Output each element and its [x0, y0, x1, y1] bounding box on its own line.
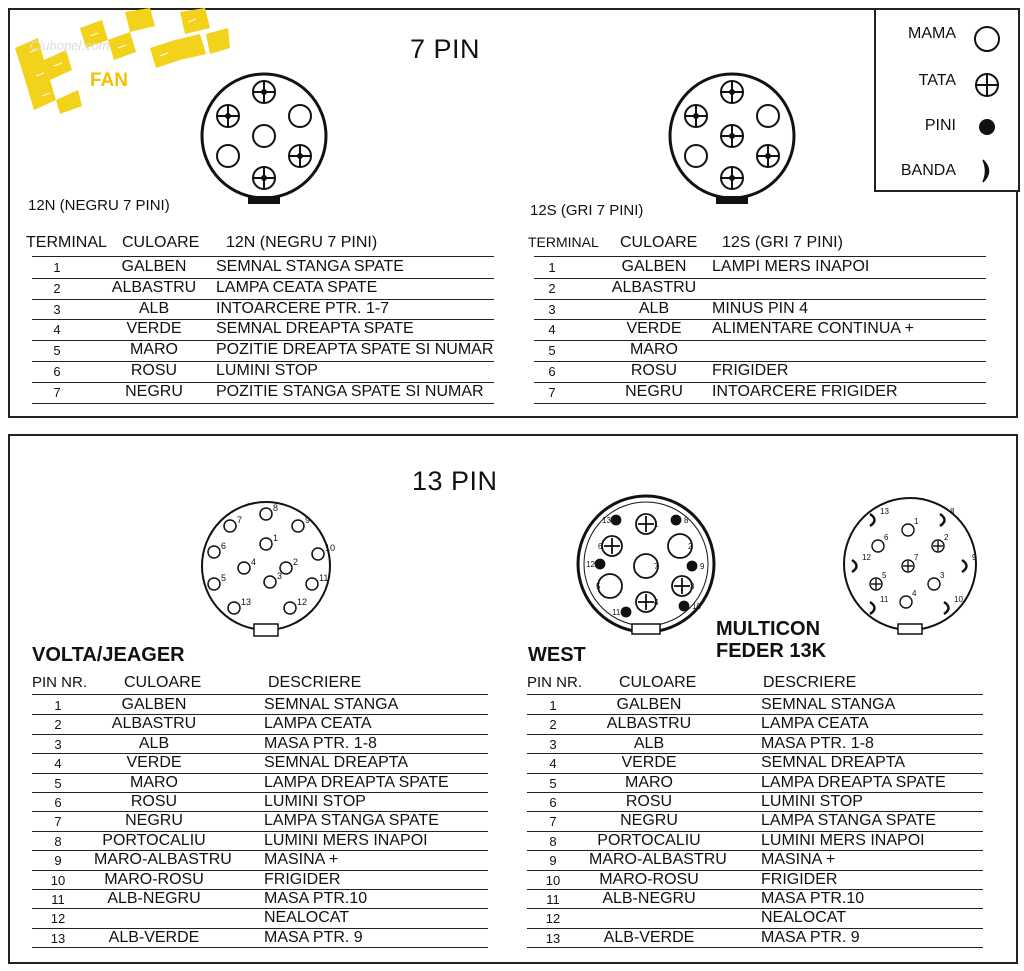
legend-label-tata: TATA: [918, 72, 956, 89]
table-row: [26, 362, 526, 382]
table-cell-wire-color: GALBEN: [121, 258, 187, 275]
table-cell-pin-number: 3: [54, 736, 62, 752]
pin-number-label: 4: [912, 589, 917, 598]
title-13-pin: 13 PIN: [412, 466, 498, 496]
table-cell-description: MASA PTR.10: [761, 890, 865, 907]
table-cell-wire-color: VERDE: [626, 320, 682, 338]
pin-number-label: 9: [700, 562, 705, 571]
pin-socket: [260, 538, 272, 550]
connector-west-diagram: [568, 494, 726, 642]
pin-number-label: 3: [690, 582, 695, 591]
table-header-cell: 12N (NEGRU 7 PINI): [226, 234, 378, 251]
table-cell-pin-number: 5: [53, 343, 61, 359]
table-cell-pin-number: 4: [548, 322, 556, 338]
table-cell-description: INTOARCERE PTR. 1-7: [216, 299, 390, 317]
table-row: [32, 754, 492, 774]
table-cell-pin-number: 10: [50, 872, 66, 888]
table-row: [26, 383, 526, 403]
table-row-rule: [32, 403, 494, 404]
pin-number-label: 4: [251, 557, 257, 567]
connector-12s-diagram: [656, 66, 810, 210]
table-cell-pin-number: 2: [548, 280, 556, 296]
table-west: [527, 674, 992, 954]
table-cell-wire-color: ALB: [138, 734, 170, 752]
table-cell-pin-number: 13: [50, 930, 66, 946]
pin-socket: [208, 578, 220, 590]
table-cell-wire-color: ALBASTRU: [611, 278, 697, 296]
table-cell-wire-color: PORTOCALIU: [102, 831, 206, 849]
table-cell-wire-color: ROSU: [625, 793, 673, 810]
pin-socket: [224, 520, 236, 532]
table-cell-wire-color: GALBEN: [616, 696, 682, 713]
pin-number-label: 1: [914, 517, 919, 526]
table-cell-wire-color: VERDE: [126, 754, 182, 772]
pin-number-label: 1: [273, 533, 279, 543]
table-row: [527, 696, 992, 716]
pin-number-label: 6: [884, 533, 889, 542]
label-west: WEST: [528, 644, 586, 666]
table-cell-description: POZITIE STANGA SPATE SI NUMAR: [216, 382, 484, 400]
label-multicon: MULTICON: [716, 618, 821, 640]
pin-number-label: 5: [596, 582, 601, 591]
table-cell-pin-number: 5: [549, 775, 557, 791]
table-volta: [32, 674, 492, 954]
table-cell-description: LAMPA STANGA SPATE: [761, 812, 936, 830]
table-cell-wire-color: ROSU: [630, 362, 678, 379]
pin-socket: [264, 576, 276, 588]
title-7-pin: 7 PIN: [410, 34, 481, 64]
pin-number-label: 12: [586, 560, 595, 569]
table-cell-description: LUMINI STOP: [216, 362, 318, 379]
table-cell-description: MINUS PIN 4: [712, 299, 809, 317]
table-cell-pin-number: 7: [53, 384, 61, 400]
table-cell-wire-color: MARO-ALBASTRU: [589, 851, 727, 869]
pin-number-label: 8: [273, 503, 279, 513]
table-cell-description: MASINA +: [264, 851, 339, 869]
table-cell-description: LAMPA DREAPTA SPATE: [264, 773, 449, 791]
open-circle-icon: [972, 24, 1002, 54]
table-row: [527, 890, 992, 910]
table-cell-description: LUMINI STOP: [761, 793, 863, 810]
table-header-rule: [527, 694, 983, 695]
pin-dot: [680, 602, 689, 611]
table-row: [527, 715, 992, 735]
pin-number-label: 12: [862, 553, 871, 562]
table-cell-description: SEMNAL DREAPTA SPATE: [216, 320, 414, 338]
table-row: [527, 812, 992, 832]
pin-socket: [208, 546, 220, 558]
table-row: [528, 300, 988, 320]
table-cell-description: FRIGIDER: [264, 870, 341, 888]
table-cell-description: LAMPA STANGA SPATE: [264, 812, 439, 830]
pin-number-label: 2: [293, 557, 299, 567]
table-cell-pin-number: 1: [548, 260, 556, 275]
table-header-cell: CULOARE: [124, 674, 202, 691]
table-row: [527, 871, 992, 891]
table-row: [527, 832, 992, 852]
table-row: [32, 890, 492, 910]
table-cell-wire-color: MARO: [130, 773, 178, 791]
pin-socket: [228, 602, 240, 614]
table-cell-pin-number: 4: [54, 756, 62, 772]
caption-12n: 12N (NEGRU 7 PINI): [28, 197, 170, 214]
table-cell-description: POZITIE DREAPTA SPATE SI NUMAR: [216, 341, 494, 359]
pin-socket: [284, 602, 296, 614]
table-row: [26, 300, 526, 320]
table-12n: [26, 234, 526, 410]
table-row: [32, 793, 492, 813]
table-row: [32, 715, 492, 735]
table-cell-description: MASINA +: [761, 851, 836, 869]
pin-number-label: 11: [880, 595, 889, 604]
pin-socket: [260, 508, 272, 520]
pin-number-label: 13: [880, 507, 889, 516]
table-cell-pin-number: 11: [51, 892, 65, 907]
table-row: [528, 279, 988, 299]
table-row: [527, 793, 992, 813]
table-cell-description: LAMPA DREAPTA SPATE: [761, 773, 946, 791]
table-cell-wire-color: NEGRU: [620, 812, 678, 830]
pin-dot: [596, 560, 605, 569]
table-cell-wire-color: ALB: [138, 299, 170, 317]
table-cell-pin-number: 3: [549, 736, 557, 752]
table-cell-pin-number: 12: [50, 911, 66, 927]
pin-number-label: 10: [325, 543, 336, 553]
table-row: [527, 735, 992, 755]
table-row: [528, 258, 988, 278]
table-cell-description: SEMNAL DREAPTA: [761, 754, 906, 772]
table-row: [32, 696, 492, 716]
pin-number-label: 6: [598, 542, 603, 551]
table-cell-pin-number: 6: [548, 364, 556, 379]
pin-number-label: 3: [940, 571, 945, 580]
table-cell-description: MASA PTR. 9: [264, 928, 363, 946]
table-cell-pin-number: 9: [54, 853, 62, 869]
table-row: [32, 735, 492, 755]
table-cell-wire-color: ALB: [633, 734, 665, 752]
table-cell-description: MASA PTR.10: [264, 890, 368, 907]
table-cell-pin-number: 1: [54, 698, 62, 713]
pin-number-label: 7: [914, 553, 919, 562]
table-cell-pin-number: 7: [549, 814, 557, 830]
table-row: [527, 929, 992, 949]
table-cell-wire-color: VERDE: [126, 320, 182, 338]
table-row: [527, 754, 992, 774]
table-cell-pin-number: 12: [545, 911, 561, 927]
table-cell-pin-number: 2: [549, 717, 557, 733]
table-header-cell: 12S (GRI 7 PINI): [722, 234, 843, 251]
pin-socket: [238, 562, 250, 574]
table-cell-pin-number: 8: [549, 833, 557, 849]
legend-label-pini: PINI: [924, 117, 956, 134]
table-cell-description: NEALOCAT: [264, 909, 350, 927]
label-feder-13k: FEDER 13K: [716, 640, 827, 662]
table-cell-pin-number: 6: [53, 364, 61, 379]
pin-socket: [900, 596, 912, 608]
pin-number-label: 1: [654, 520, 659, 529]
pin-socket: [312, 548, 324, 560]
pin-number-label: 13: [602, 516, 611, 525]
pin-dot: [612, 516, 621, 525]
table-cell-wire-color: MARO: [130, 341, 178, 359]
pin-number-label: 2: [688, 542, 693, 551]
table-cell-wire-color: ROSU: [130, 362, 178, 379]
logo-watermark: Clubopel.com: [30, 38, 110, 53]
table-cell-description: LUMINI MERS INAPOI: [761, 831, 925, 849]
table-cell-wire-color: NEGRU: [125, 382, 183, 400]
table-12s: [528, 234, 988, 410]
connector-volta-diagram: [194, 496, 342, 642]
table-row: [32, 909, 492, 929]
table-header-cell: PIN NR.: [32, 674, 88, 691]
table-header-cell: TERMINAL: [528, 234, 599, 250]
table-cell-wire-color: ALB: [638, 299, 670, 317]
table-row: [32, 774, 492, 794]
table-cell-pin-number: 10: [545, 872, 561, 888]
table-cell-pin-number: 4: [53, 322, 61, 338]
table-cell-wire-color: MARO-ROSU: [599, 870, 699, 888]
table-row: [26, 320, 526, 340]
table-cell-pin-number: 3: [53, 301, 61, 317]
table-cell-wire-color: MARO: [630, 341, 678, 359]
crossed-circle-icon: [972, 70, 1002, 100]
table-cell-wire-color: ALBASTRU: [111, 278, 197, 296]
table-row: [32, 871, 492, 891]
pin-socket: [598, 574, 622, 598]
pin-number-label: 10: [954, 595, 963, 604]
table-cell-pin-number: 8: [54, 833, 62, 849]
table-cell-description: MASA PTR. 9: [761, 928, 860, 946]
pin-number-label: 7: [237, 515, 243, 525]
table-cell-description: LAMPA CEATA SPATE: [216, 278, 378, 296]
pin-socket: [292, 520, 304, 532]
pin-number-label: 11: [612, 608, 621, 617]
table-cell-wire-color: VERDE: [621, 754, 677, 772]
table-cell-pin-number: 2: [54, 717, 62, 733]
pin-number-label: 5: [221, 573, 227, 583]
table-cell-pin-number: 11: [546, 892, 560, 907]
pin-socket: [902, 524, 914, 536]
table-row: [26, 258, 526, 278]
table-cell-wire-color: MARO: [625, 773, 673, 791]
logo-text: FAN: [90, 70, 128, 91]
pin-number-label: 9: [305, 515, 311, 525]
pin-dot: [672, 516, 681, 525]
table-cell-description: INTOARCERE FRIGIDER: [712, 382, 898, 400]
table-cell-description: LUMINI MERS INAPOI: [264, 831, 428, 849]
table-row: [32, 929, 492, 949]
table-cell-description: FRIGIDER: [761, 870, 838, 888]
table-header-rule: [534, 256, 986, 257]
table-row: [32, 851, 492, 871]
table-cell-description: LUMINI STOP: [264, 793, 366, 810]
table-header-cell: DESCRIERE: [763, 674, 857, 691]
table-header-cell: DESCRIERE: [268, 674, 362, 691]
crescent-icon: [976, 156, 998, 186]
table-header-cell: TERMINAL: [26, 234, 107, 251]
table-row: [527, 851, 992, 871]
pin-socket: [872, 540, 884, 552]
pin-number-label: 4: [654, 598, 659, 607]
table-row-rule: [534, 403, 986, 404]
table-cell-description: SEMNAL STANGA SPATE: [216, 258, 404, 275]
table-cell-pin-number: 5: [54, 775, 62, 791]
pin-number-label: 7: [654, 562, 659, 571]
table-cell-wire-color: ALB-VERDE: [108, 928, 200, 946]
table-row-rule: [32, 947, 488, 948]
caption-12s: 12S (GRI 7 PINI): [530, 202, 644, 219]
table-row: [26, 279, 526, 299]
pin-number-label: 6: [221, 541, 227, 551]
table-row: [527, 909, 992, 929]
pin-number-label: 11: [319, 573, 329, 583]
table-cell-wire-color: ALB-VERDE: [603, 928, 695, 946]
pin-number-label: 10: [692, 602, 701, 611]
table-row-rule: [527, 947, 983, 948]
table-cell-description: MASA PTR. 1-8: [761, 734, 874, 752]
table-cell-pin-number: 6: [549, 795, 557, 810]
table-row: [32, 832, 492, 852]
table-cell-wire-color: PORTOCALIU: [597, 831, 701, 849]
table-header-cell: PIN NR.: [527, 674, 583, 691]
table-cell-description: SEMNAL DREAPTA: [264, 754, 409, 772]
table-cell-pin-number: 5: [548, 343, 556, 359]
table-row: [32, 812, 492, 832]
pin-number-label: 3: [277, 571, 283, 581]
table-cell-description: LAMPA CEATA: [264, 715, 372, 733]
table-cell-pin-number: 4: [549, 756, 557, 772]
table-header-cell: CULOARE: [619, 674, 697, 691]
pin-dot: [688, 562, 697, 571]
table-row: [528, 341, 988, 361]
table-header-rule: [32, 694, 488, 695]
legend-box: [874, 8, 1020, 192]
table-row: [527, 774, 992, 794]
table-cell-pin-number: 9: [549, 853, 557, 869]
filled-dot-icon: [974, 114, 1000, 140]
table-cell-wire-color: ROSU: [130, 793, 178, 810]
legend-label-mama: MAMA: [908, 25, 956, 42]
connector-multicon-diagram: [838, 494, 986, 642]
legend-label-banda: BANDA: [900, 162, 956, 179]
table-cell-wire-color: GALBEN: [621, 258, 687, 275]
table-cell-wire-color: ALB-NEGRU: [107, 890, 201, 907]
table-cell-pin-number: 1: [53, 260, 61, 275]
table-cell-description: SEMNAL STANGA: [761, 696, 896, 713]
table-cell-pin-number: 7: [548, 384, 556, 400]
table-cell-pin-number: 7: [54, 814, 62, 830]
table-header-cell: CULOARE: [620, 234, 698, 251]
table-cell-wire-color: ALB-NEGRU: [602, 890, 696, 907]
pin-socket: [306, 578, 318, 590]
table-row: [528, 320, 988, 340]
pin-dot: [622, 608, 631, 617]
table-cell-description: ALIMENTARE CONTINUA +: [712, 320, 914, 338]
table-cell-pin-number: 6: [54, 795, 62, 810]
pin-number-label: 12: [297, 597, 308, 607]
connector-12n-diagram: [188, 70, 342, 210]
table-cell-description: NEALOCAT: [761, 909, 847, 927]
table-cell-wire-color: NEGRU: [625, 382, 683, 400]
pin-number-label: 5: [882, 571, 887, 580]
table-cell-wire-color: GALBEN: [121, 696, 187, 713]
table-row: [26, 341, 526, 361]
table-cell-pin-number: 1: [549, 698, 557, 713]
pin-number-label: 8: [950, 507, 955, 516]
table-cell-description: MASA PTR. 1-8: [264, 734, 377, 752]
pin-number-label: 8: [684, 516, 689, 525]
table-header-cell: CULOARE: [122, 234, 200, 251]
table-cell-pin-number: 3: [548, 301, 556, 317]
table-cell-description: LAMPI MERS INAPOI: [712, 258, 870, 275]
pin-number-label: 2: [944, 533, 949, 542]
table-cell-description: FRIGIDER: [712, 362, 789, 379]
table-cell-wire-color: ALBASTRU: [111, 715, 197, 733]
pin-socket: [928, 578, 940, 590]
table-cell-description: SEMNAL STANGA: [264, 696, 399, 713]
pin-number-label: 9: [972, 553, 977, 562]
table-cell-wire-color: ALBASTRU: [606, 715, 692, 733]
table-cell-wire-color: NEGRU: [125, 812, 183, 830]
pin-number-label: 13: [241, 597, 252, 607]
table-cell-pin-number: 2: [53, 280, 61, 296]
table-cell-pin-number: 13: [545, 930, 561, 946]
table-row: [528, 383, 988, 403]
table-header-rule: [32, 256, 494, 257]
label-volta-jeager: VOLTA/JEAGER: [32, 644, 185, 666]
table-cell-description: LAMPA CEATA: [761, 715, 869, 733]
table-cell-wire-color: MARO-ROSU: [104, 870, 204, 888]
table-row: [528, 362, 988, 382]
table-cell-wire-color: MARO-ALBASTRU: [94, 851, 232, 869]
